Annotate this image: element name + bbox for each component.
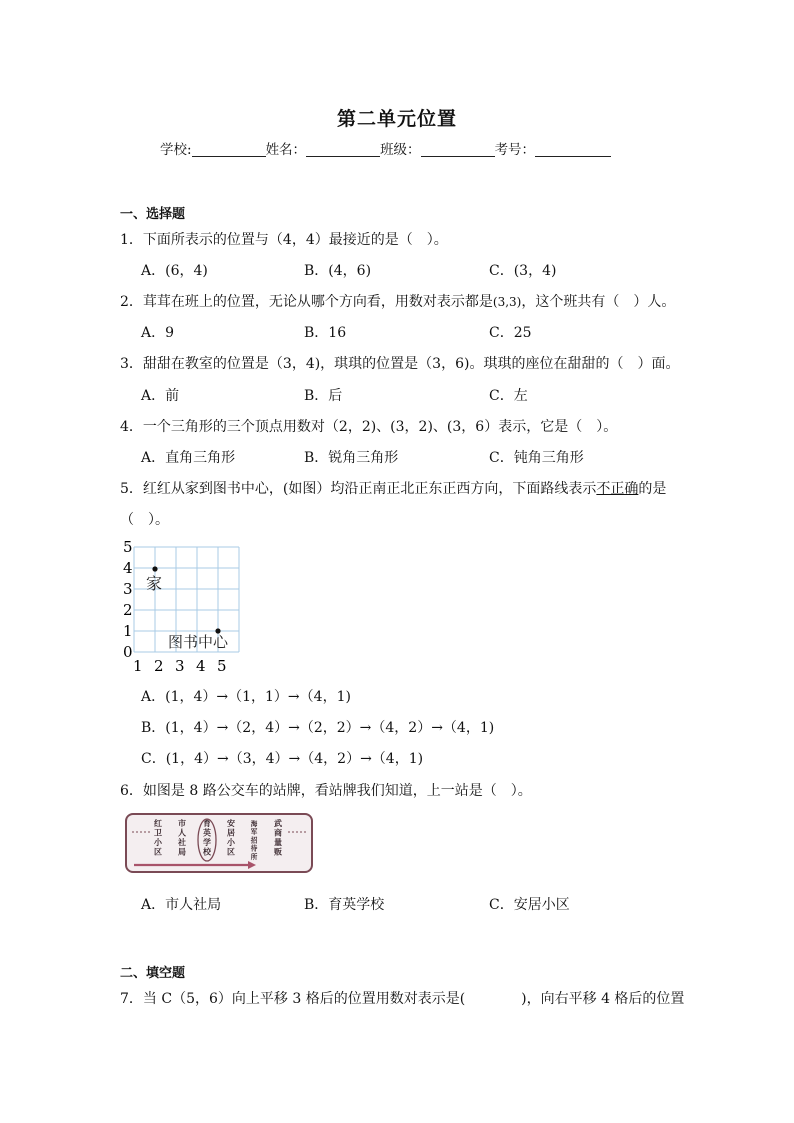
- class-blank[interactable]: [421, 141, 495, 157]
- bus-stop-name-char: 武: [274, 819, 282, 828]
- question-7: [120, 988, 684, 1008]
- bus-stop-name-char: 人: [178, 828, 186, 838]
- q2-coordinate-pair: (3,3): [492, 295, 522, 309]
- class-label: 班级：: [380, 142, 421, 158]
- x-tick-label: 5: [217, 657, 227, 675]
- bus-stop-name-char: 红: [154, 819, 162, 828]
- x-tick-label: 4: [196, 657, 206, 675]
- q6-option-a[interactable]: A．市人社局: [141, 897, 222, 913]
- y-tick-label: 0: [123, 643, 133, 661]
- bus-stop-name-char: 待: [250, 844, 258, 853]
- x-tick-label: 3: [175, 657, 185, 675]
- library-label: 图书中心: [168, 633, 229, 651]
- q4-option-c[interactable]: C．钝角三角形: [489, 450, 584, 466]
- bus-stop-name-char: 贩: [274, 847, 282, 857]
- bus-stop-name-char: 安: [227, 819, 235, 828]
- q5-stem-post: 的是: [638, 481, 667, 497]
- bus-stop-name-char: 招: [250, 836, 258, 845]
- q2-option-a[interactable]: A．9: [141, 325, 175, 341]
- section-choice-heading: 一、选择题: [120, 207, 186, 222]
- bus-stop-name-char: 局: [178, 847, 186, 857]
- bus-stop-name-char: 军: [250, 828, 258, 837]
- coordinate-grid-figure: [120, 536, 260, 676]
- question-1: 1．下面所表示的位置与（4，4）最接近的是（ ）。: [120, 232, 448, 248]
- home-point: [152, 566, 157, 571]
- question-6: 6．如图是 8 路公交车的站牌，看站牌我们知道，上一站是（ ）。: [120, 783, 532, 799]
- school-blank[interactable]: [192, 141, 266, 157]
- coordinate-grid-svg: [120, 536, 260, 676]
- q5-option-a[interactable]: A．(1，4）→（1，1）→（4，1): [141, 689, 351, 705]
- bus-stop-sign-svg: [124, 812, 314, 874]
- q5-option-b[interactable]: B．(1，4）→（2，4）→（2，2）→（4，2）→（4，1): [141, 720, 495, 736]
- bus-stop-name-char: 区: [154, 847, 162, 857]
- bus-stop-name-char: 小: [154, 838, 162, 847]
- y-tick-label: 4: [123, 559, 133, 577]
- q4-option-a[interactable]: A．直角三角形: [141, 450, 236, 466]
- question-5: [120, 478, 666, 498]
- y-tick-label: 1: [123, 622, 133, 640]
- q1-option-a[interactable]: A．(6，4): [141, 263, 208, 279]
- question-4: 4．一个三角形的三个顶点用数对（2，2)、(3，2)、(3，6）表示，它是（ ）。: [120, 419, 618, 435]
- q3-option-a[interactable]: A．前: [141, 388, 180, 404]
- school-label: 学校:: [160, 142, 192, 158]
- exam-no-blank[interactable]: [535, 141, 611, 157]
- y-tick-label: 2: [123, 601, 133, 619]
- question-3: 3．甜甜在教室的位置是（3，4)，琪琪的位置是（3，6)。琪琪的座位在甜甜的（ ）面。: [120, 356, 680, 372]
- q3-option-b[interactable]: B．后: [304, 388, 343, 404]
- q7-stem-post: )，向右平移 4 格后的位置: [521, 991, 685, 1007]
- bus-stop-sign-figure: [124, 812, 314, 874]
- q2-option-c[interactable]: C．25: [489, 325, 532, 341]
- bus-stop-name-char: 市: [178, 819, 186, 828]
- section-fill-heading: 二、填空题: [120, 966, 186, 981]
- page-title: 第二单元位置: [336, 108, 457, 130]
- q6-option-c[interactable]: C．安居小区: [489, 897, 570, 913]
- bus-stop-name-char: 量: [274, 838, 282, 847]
- q1-option-b[interactable]: B．(4，6): [304, 263, 372, 279]
- bus-stop-name-char: 社: [178, 838, 186, 847]
- grid-tick-labels: [123, 538, 227, 675]
- bus-stop-name-char: 商: [274, 828, 282, 838]
- bus-stop-name-char: 英: [203, 828, 211, 838]
- q7-stem-pre: 7．当 C（5，6）向上平移 3 格后的位置用数对表示是(: [120, 991, 466, 1007]
- y-tick-label: 3: [123, 580, 133, 598]
- q2-stem-pre: 2．茸茸在班上的位置，无论从哪个方向看，用数对表示都是: [120, 294, 493, 310]
- x-tick-label: 2: [154, 657, 164, 675]
- bus-stop-name-char: 所: [250, 852, 258, 861]
- name-blank[interactable]: [306, 141, 380, 157]
- bus-stop-name-char: 卫: [154, 828, 162, 838]
- q5-stem-pre: 5．红红从家到图书中心，(如图）均沿正南正北正东正西方向，下面路线表示: [120, 481, 597, 497]
- question-5-line2: （ ）。: [120, 512, 169, 528]
- q4-option-b[interactable]: B．锐角三角形: [304, 450, 399, 466]
- q2-option-b[interactable]: B．16: [304, 325, 347, 341]
- name-label: 姓名：: [265, 142, 307, 158]
- q5-underlined-word: 不正确: [596, 481, 639, 497]
- y-tick-label: 5: [123, 538, 133, 556]
- bus-stop-name-char: 居: [227, 828, 235, 838]
- q2-stem-post: ，这个班共有（ ）人。: [521, 294, 676, 310]
- q1-option-c[interactable]: C．(3，4): [489, 263, 557, 279]
- bus-stop-name-char: 学: [203, 838, 211, 847]
- q6-option-b[interactable]: B．育英学校: [304, 897, 385, 913]
- bus-stop-name-char: 校: [203, 847, 211, 857]
- home-label: 家: [146, 574, 163, 593]
- bus-stop-name-char: 区: [227, 847, 235, 857]
- question-2: [120, 291, 675, 311]
- bus-stop-name-char: 育: [203, 819, 211, 828]
- bus-stop-name-char: 小: [227, 838, 235, 847]
- exam-no-label: 考号：: [494, 142, 536, 158]
- student-info-line: [160, 138, 611, 158]
- bus-stop-name-char: 海: [250, 820, 258, 828]
- x-tick-label: 1: [133, 657, 143, 675]
- q3-option-c[interactable]: C．左: [489, 388, 528, 404]
- q5-option-c[interactable]: C．(1，4）→（3，4）→（4，2）→（4，1): [141, 751, 424, 767]
